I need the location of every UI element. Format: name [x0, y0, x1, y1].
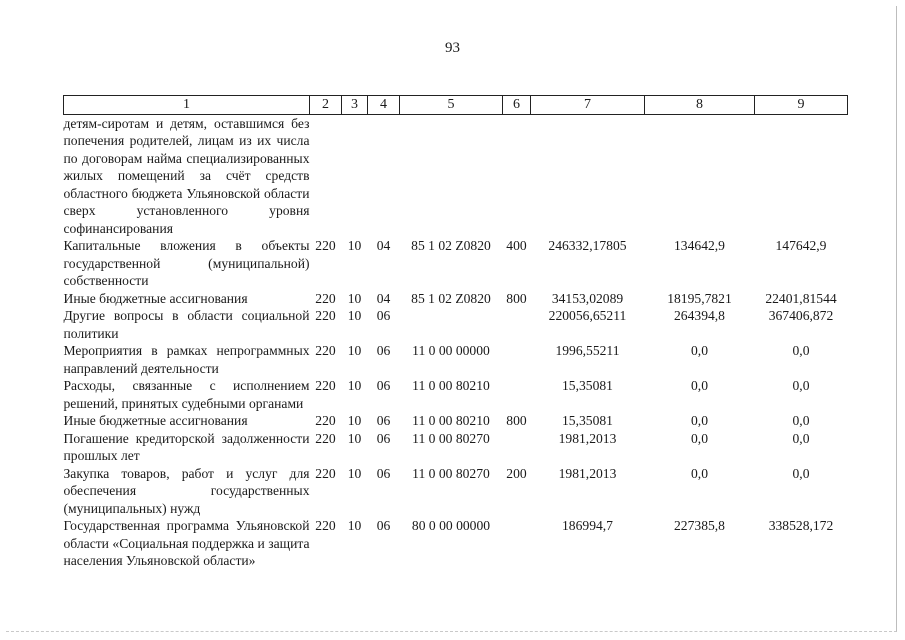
page-number: 93	[445, 40, 460, 56]
table-row	[64, 517, 848, 570]
table-row	[64, 342, 848, 377]
cell-subsection: 06	[376, 430, 391, 446]
header-col-9: 9	[755, 96, 848, 115]
cell-section: 10	[347, 343, 362, 358]
row-description: детям-сиротам и детям, оставшимся без попечения родителей, лицам из их числа по договорам найма специализированных жилых помещений за счёт средств областного бюджета Ульяновской области сверх установленного уровня софинансирования	[63, 115, 310, 236]
cell-expense-type: 800	[506, 290, 527, 306]
cell-amount-8: 134642,9	[674, 238, 725, 253]
row-description: Иные бюджетные ассигнования	[63, 413, 248, 428]
cell-ministry: 220	[315, 413, 336, 428]
cell-amount-7: 246332,17805	[548, 238, 627, 253]
cell-subsection: 06	[376, 343, 391, 358]
cell-subsection	[368, 114, 400, 237]
cell-subsection: 06	[376, 413, 391, 428]
table-row	[64, 465, 848, 518]
cell-section: 10	[347, 378, 362, 393]
cell-amount-9: 0,0	[792, 430, 810, 446]
cell-section: 10	[347, 465, 362, 481]
cell-expense-type	[503, 517, 531, 570]
cell-amount-8: 264394,8	[674, 308, 725, 323]
cell-ministry: 220	[315, 343, 336, 358]
cell-subsection: 06	[376, 518, 391, 533]
cell-ministry: 220	[315, 238, 336, 253]
cell-expense-type	[503, 307, 531, 342]
cell-target-article: 11 0 00 80270	[412, 465, 490, 481]
cell-expense-type	[503, 430, 531, 465]
cell-amount-8: 0,0	[691, 378, 708, 393]
cell-section: 10	[347, 238, 362, 253]
budget-table	[63, 95, 848, 570]
cell-expense-type	[503, 377, 531, 412]
header-col-4: 4	[368, 96, 400, 115]
header-col-1: 1	[64, 96, 310, 115]
row-description: Погашение кредиторской задолженности прошлых лет	[63, 430, 310, 463]
cell-ministry: 220	[315, 378, 336, 393]
cell-target-article: 80 0 00 00000	[411, 518, 491, 533]
cell-target-article	[400, 114, 503, 237]
row-description: Государственная программа Ульяновской области «Социальная поддержка и защита населения Ульяновской области»	[63, 518, 310, 568]
cell-amount-8: 227385,8	[674, 518, 725, 533]
header-col-6: 6	[503, 96, 531, 115]
row-description: Другие вопросы в области социальной политики	[63, 308, 310, 341]
row-description: Мероприятия в рамках непрограммных направлений деятельности	[63, 343, 310, 376]
cell-target-article: 11 0 00 00000	[412, 343, 490, 358]
cell-amount-9: 0,0	[792, 465, 810, 481]
cell-subsection: 06	[376, 308, 391, 323]
header-col-3: 3	[342, 96, 368, 115]
cell-section: 10	[347, 518, 362, 533]
table-row	[64, 307, 848, 342]
cell-amount-9: 147642,9	[775, 238, 827, 253]
cell-amount-9: 0,0	[792, 343, 810, 358]
cell-amount-7: 34153,02089	[551, 290, 624, 306]
cell-expense-type: 400	[506, 238, 527, 253]
cell-target-article: 11 0 00 80270	[412, 430, 490, 446]
cell-expense-type	[503, 342, 531, 377]
cell-amount-9: 0,0	[792, 378, 810, 393]
cell-section: 10	[347, 413, 362, 428]
cell-target-article: 85 1 02 Z0820	[411, 290, 491, 306]
header-row	[64, 96, 848, 115]
cell-amount-8: 0,0	[691, 465, 708, 481]
cell-section: 10	[347, 308, 362, 323]
cell-amount-7: 186994,7	[562, 518, 613, 533]
cell-subsection: 04	[376, 238, 391, 253]
cell-ministry: 220	[315, 308, 336, 323]
cell-ministry	[310, 114, 342, 237]
cell-amount-7: 220056,65211	[548, 308, 627, 323]
cell-ministry: 220	[315, 465, 336, 481]
table-row	[64, 377, 848, 412]
cell-section: 10	[347, 430, 362, 446]
cell-target-article: 11 0 00 80210	[412, 413, 490, 428]
cell-amount-7: 15,35081	[562, 413, 613, 428]
cell-expense-type: 800	[506, 413, 527, 428]
cell-amount-9: 22401,81544	[765, 290, 837, 306]
cell-amount-7: 1981,2013	[558, 430, 617, 446]
cell-amount-7: 1981,2013	[558, 465, 617, 481]
cell-subsection: 06	[376, 378, 391, 393]
cell-amount-8: 0,0	[691, 430, 708, 446]
cell-target-article	[400, 307, 503, 342]
cell-expense-type: 200	[506, 465, 527, 481]
cell-expense-type	[503, 114, 531, 237]
cell-amount-9: 0,0	[792, 413, 810, 428]
table-row	[64, 290, 848, 308]
row-description: Расходы, связанные с исполнением решений, принятых судебными органами	[63, 378, 310, 411]
header-col-2: 2	[310, 96, 342, 115]
table-row	[64, 430, 848, 465]
header-col-7: 7	[531, 96, 645, 115]
cell-ministry: 220	[315, 430, 336, 446]
cell-amount-7: 1996,55211	[555, 343, 620, 358]
cell-amount-7	[531, 114, 645, 237]
cell-section	[342, 114, 368, 237]
cell-amount-8	[645, 114, 755, 237]
cell-amount-8: 18195,7821	[667, 290, 732, 306]
row-description: Закупка товаров, работ и услуг для обеспечения государственных (муниципальных) нужд	[63, 465, 310, 516]
row-description: Иные бюджетные ассигнования	[63, 290, 248, 306]
cell-section: 10	[347, 290, 362, 306]
cell-subsection: 06	[376, 465, 391, 481]
row-description: Капитальные вложения в объекты государственной (муниципальной) собственности	[63, 238, 310, 288]
table-row	[64, 114, 848, 237]
cell-amount-9: 338528,172	[768, 518, 834, 533]
cell-amount-9: 367406,872	[768, 308, 834, 323]
cell-subsection: 04	[376, 290, 391, 306]
cell-amount-9	[755, 114, 848, 237]
cell-ministry: 220	[315, 290, 336, 306]
cell-target-article: 85 1 02 Z0820	[411, 238, 491, 253]
table-row	[64, 237, 848, 290]
cell-ministry: 220	[315, 518, 336, 533]
cell-amount-7: 15,35081	[562, 378, 613, 393]
table-row	[64, 412, 848, 430]
cell-target-article: 11 0 00 80210	[412, 378, 490, 393]
header-col-8: 8	[645, 96, 755, 115]
cell-amount-8: 0,0	[691, 343, 708, 358]
cell-amount-8: 0,0	[691, 413, 708, 428]
header-col-5: 5	[400, 96, 503, 115]
